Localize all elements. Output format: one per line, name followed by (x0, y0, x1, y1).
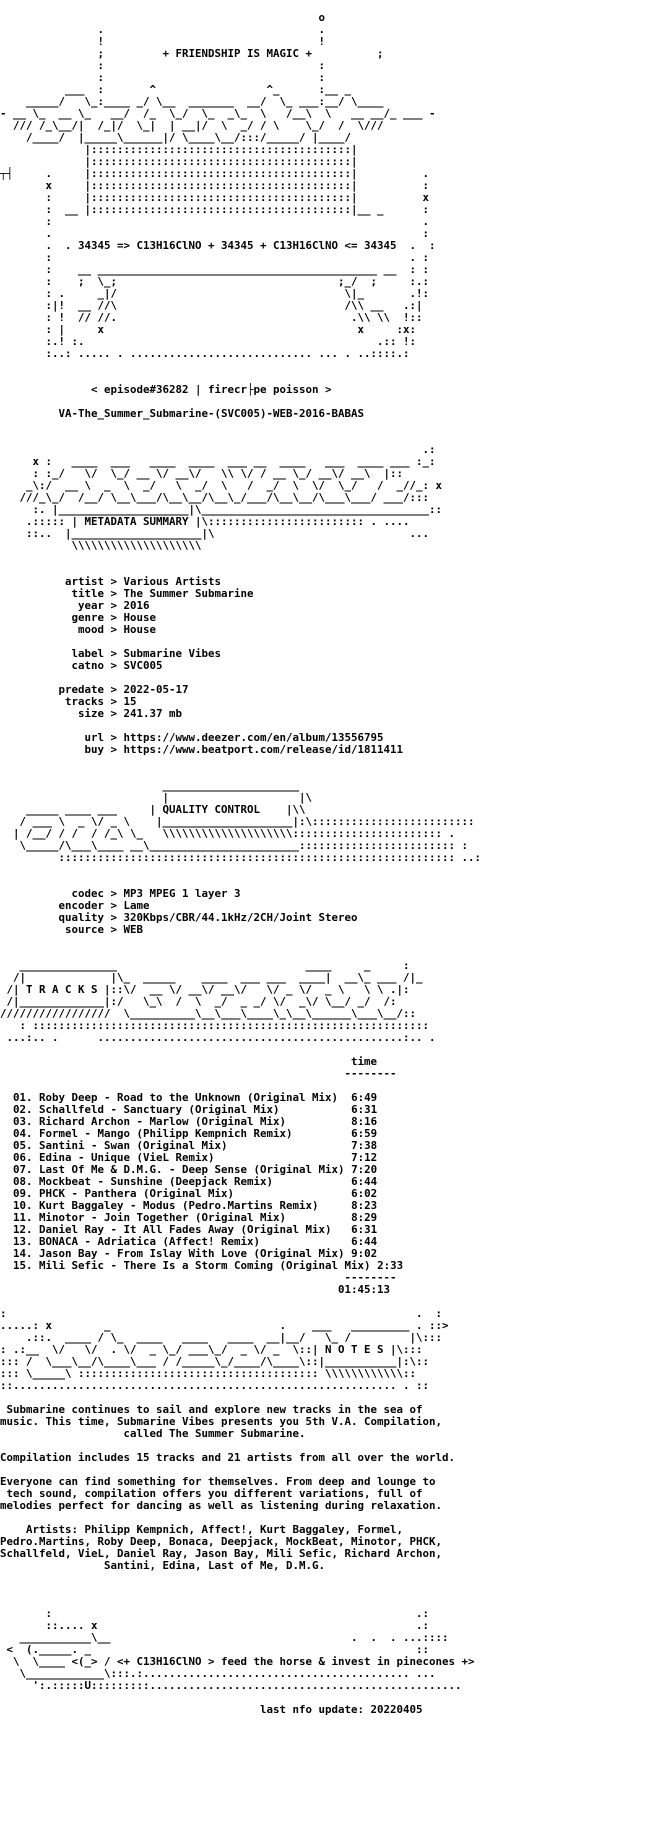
track-number: 15. (13, 1259, 33, 1272)
footer-motto-line: \ \____ <(_> / <+ C13H16ClNO > feed the horse & invest in pinecones +> (0, 1655, 475, 1668)
tracks-heading-line: /| T R A C K S |::\/ __ \/ __\/ __\/ \/ _ \/ _ \ \ \ .|: (0, 983, 417, 996)
art-line: :..: ..... . ............................ ... . ..::::.: (0, 347, 410, 360)
track-number: 10. (13, 1199, 33, 1212)
art-line: _____________________ (0, 779, 300, 792)
metadata-field-year: year > 2016 (0, 599, 150, 612)
notes-text-line (0, 1452, 648, 1464)
notes-text-line (0, 1560, 648, 1572)
track-title: Mockbeat - Sunshine (Deepjack Remix) (39, 1175, 274, 1188)
art-line: /| |\_ _____ ____ ___ ___ ____| __\_ ___ /|_ (0, 971, 430, 984)
art-line: : ::::::::::::::::::::::::::::::::::::::::::::::::::::::::::::: (0, 1019, 436, 1032)
track-time: 9:02 (351, 1247, 378, 1260)
track-time: 6:31 (351, 1223, 378, 1236)
metadata-value-tracks: 15 (123, 695, 137, 708)
tracks-divider: -------- (0, 1067, 397, 1080)
art-line: : __ |::::::::::::::::::::::::::::::::::::::::|__ _ : (0, 203, 430, 216)
art-line: ///_\_/ /__/ \__\___/\__\__/\__\_/___/\__\__/\___\___/ ___/::: (0, 491, 430, 504)
metadata-value-catno: SVC005 (123, 659, 163, 672)
metadata-value-mood: House (123, 623, 157, 636)
track-time: 2:33 (377, 1259, 404, 1272)
track-time: 7:20 (351, 1163, 378, 1176)
metadata-field-title: title > The Summer Submarine (0, 587, 254, 600)
art-line (0, 1572, 648, 1584)
art-line: ...:.. . ...............................................:.. . (0, 1031, 436, 1044)
metadata-value-artist: Various Artists (123, 575, 222, 588)
art-line: ___________\__ . . . ...:::: (0, 1631, 449, 1644)
track-time: 6:59 (351, 1127, 378, 1140)
notes-heading-line: : .:__ \/ \/ . \/ _ \_/ ___\_/ _ \/ _ \::| N O T E S |\::: (0, 1343, 423, 1356)
art-line (0, 420, 648, 432)
track-title: Jason Bay - From Islay With Love (Original Mix) (39, 1247, 345, 1260)
footer-art: < (._____. _ :: (0, 1643, 430, 1656)
track-title: Mili Sefic - There Is a Storm Coming (Original Mix) (39, 1259, 371, 1272)
tagline-line: ; + FRIENDSHIP IS MAGIC + ; (0, 47, 384, 60)
track-number: 07. (13, 1163, 33, 1176)
quality-field-encoder: encoder > Lame (0, 899, 150, 912)
art-line: .::. ____ / \_ ____ ____ ____ __|__/ \_ / |\::: (0, 1331, 443, 1344)
track-time: 8:23 (351, 1199, 378, 1212)
track-time: 7:38 (351, 1139, 378, 1152)
art-line: \\\\\\\\\\\\\\\\\\\\ (0, 539, 202, 552)
art-line: _______________ ____ _ : (0, 959, 410, 972)
art-line: ! ! (0, 35, 326, 48)
metadata-value-buy: https://www.beatport.com/release/id/1811411 (123, 743, 404, 756)
art-line (0, 1584, 648, 1596)
metadata-field-size: size > 241.37 mb (0, 707, 183, 720)
metadata-field-label: label > Submarine Vibes (0, 647, 222, 660)
track-time: 8:16 (351, 1115, 378, 1128)
track-title: Schallfeld - Sanctuary (Original Mix) (39, 1103, 280, 1116)
track-title: Roby Deep - Road to the Unknown (Original Mix) (39, 1091, 339, 1104)
art-line: .: (0, 443, 436, 456)
track-title: Richard Archon - Marlow (Original Mix) (39, 1115, 287, 1128)
notes-text: Artists: Philipp Kempnich, Affect!, Kurt Baggaley, Formel, (26, 1523, 404, 1536)
track-number: 08. (13, 1175, 33, 1188)
notes-text: Schallfeld, VieL, Daniel Ray, Jason Bay, Mili Sefic, Richard Archon, (0, 1547, 443, 1560)
art-line (0, 360, 648, 372)
art-line: ///////////////// \__________\__\___\____\_\__\______\___\__/:: (0, 1007, 423, 1020)
art-line: | |\ (0, 791, 313, 804)
art-line: _\:/ __ \ _ \ _/ \ _/ \ / _/ \ \/ \_/ / _//_: x (0, 479, 443, 492)
tracks-total-line (0, 1284, 648, 1296)
track-time: 7:12 (351, 1151, 378, 1164)
track-title: Last Of Me & D.M.G. - Deep Sense (Original Mix) (39, 1163, 345, 1176)
quality-field-source: source > WEB (0, 923, 144, 936)
track-title: Edina - Unique (VieL Remix) (39, 1151, 215, 1164)
track-number: 13. (13, 1235, 33, 1248)
quality-value-encoder: Lame (123, 899, 150, 912)
formula: 34345 => C13H16ClNO + 34345 + C13H16ClNO <= 34345 (78, 239, 397, 252)
last-update: last nfo update: 20220405 (260, 1703, 423, 1716)
notes-text: melodies perfect for dancing as well as listening during relaxation. (0, 1499, 443, 1512)
art-line: : :_/ \/ \_/ __ \/ __\/ \\ \/ / __ \_/ __\/ __\ |:: (0, 467, 404, 480)
footer-motto: <+ C13H16ClNO > feed the horse & invest in pinecones +> (117, 1655, 475, 1668)
tagline: + FRIENDSHIP IS MAGIC + (162, 47, 313, 60)
notes-text-line (0, 1500, 648, 1512)
art-line: / ___ \ _ \/ _ \ |____________________|:\::::::::::::::::::::::::: (0, 815, 475, 828)
notes-text: called The Summer Submarine. (123, 1427, 306, 1440)
track-title: Kurt Baggaley - Modus (Pedro.Martins Remix) (39, 1199, 319, 1212)
track-time: 6:44 (351, 1175, 378, 1188)
track-title: Formel - Mango (Philipp Kempnich Remix) (39, 1127, 293, 1140)
quality-heading-line: _____ ____ ___ | QUALITY CONTROL |\\ (0, 803, 306, 816)
art-line: :|! __ //\ /\\ __ .:| (0, 299, 423, 312)
art-line: - __ \_ __ \_ __/ /_ \_/ \_ _\_ \ /__\ \ __ __/_ ___ - (0, 107, 436, 120)
art-line: : ! // //. .\\ \\ !:: (0, 311, 423, 324)
quality-value-quality: 320Kbps/CBR/44.1kHz/2CH/Joint Stereo (123, 911, 358, 924)
art-line: : | x x :x: (0, 323, 417, 336)
art-line: ::: \_____\ ::::::::::::::::::::::::::::::::::::: \\\\\\\\\\\\:: (0, 1367, 417, 1380)
release-name-line (0, 408, 648, 420)
notes-text: Santini, Edina, Last of Me, D.M.G. (104, 1559, 326, 1572)
tracks-heading: T R A C K S (26, 983, 98, 996)
tracks-time-header: time (351, 1055, 378, 1068)
art-line: _____/ \_:____ _/ \__ _______ __/ \_ ___:__/ \____ (0, 95, 384, 108)
art-line: ::........................................................... . :: (0, 1379, 430, 1392)
art-line: : |::::::::::::::::::::::::::::::::::::::::| x (0, 191, 430, 204)
art-line: |::::::::::::::::::::::::::::::::::::::::| (0, 155, 358, 168)
metadata-value-year: 2016 (123, 599, 150, 612)
art-line: o (0, 11, 326, 24)
art-line: . : (0, 227, 430, 240)
art-line: /____/ |_____\______|/ \____\__/:::/_____/ |____/ (0, 131, 352, 144)
art-line: : __ ___________________________________________ __ : : (0, 263, 430, 276)
track-title: PHCK - Panthera (Original Mix) (39, 1187, 235, 1200)
notes-text: Everyone can find something for themselves. From deep and lounge to (0, 1475, 436, 1488)
track-number: 04. (13, 1127, 33, 1140)
metadata-value-title: The Summer Submarine (123, 587, 254, 600)
art-line (0, 552, 648, 564)
track-title: Daniel Ray - It All Fades Away (Original Mix) (39, 1223, 332, 1236)
metadata-field-tracks: tracks > 15 (0, 695, 137, 708)
metadata-heading: METADATA SUMMARY (84, 515, 189, 528)
metadata-value-label: Submarine Vibes (123, 647, 222, 660)
metadata-value-genre: House (123, 611, 157, 624)
quality-value-codec: MP3 MPEG 1 layer 3 (123, 887, 241, 900)
art-line: ::.... x .: (0, 1619, 430, 1632)
track-title: Santini - Swan (Original Mix) (39, 1139, 228, 1152)
art-line: .....: x _ . ___ _________ . ::> (0, 1319, 449, 1332)
track-title: BONACA - Adriatica (Affect! Remix) (39, 1235, 261, 1248)
art-line: : . : (0, 251, 430, 264)
track-number: 09. (13, 1187, 33, 1200)
art-line: :.! :. .:: !: (0, 335, 417, 348)
quality-field-quality: quality > 320Kbps/CBR/44.1kHz/2CH/Joint Stereo (0, 911, 358, 924)
art-line: . . (0, 23, 326, 36)
notes-text: tech sound, compilation offers you different variations, full of (6, 1487, 423, 1500)
quality-value-source: WEB (123, 923, 144, 936)
formula-line: . . 34345 => C13H16ClNO + 34345 + C13H16ClNO <= 34345 . : (0, 239, 436, 252)
quality-heading: QUALITY CONTROL (162, 803, 261, 816)
track-time: 6:44 (351, 1235, 378, 1248)
quality-field-codec: codec > MP3 MPEG 1 layer 3 (0, 887, 241, 900)
metadata-field-mood: mood > House (0, 623, 157, 636)
notes-heading: N O T E S (325, 1343, 384, 1356)
episode-label: < episode#36282 | firecr├pe poisson > (91, 383, 332, 396)
metadata-field-genre: genre > House (0, 611, 157, 624)
art-line: ::.. |____________________|\ ... (0, 527, 430, 540)
notes-text: Pedro.Martins, Roby Deep, Bonaca, Deepjack, MockBeat, Minotor, PHCK, (0, 1535, 443, 1548)
art-line: : . (0, 215, 430, 228)
metadata-field-catno: catno > SVC005 (0, 659, 163, 672)
notes-text-line (0, 1428, 648, 1440)
release-name: VA-The_Summer_Submarine-(SVC005)-WEB-2016-BABAS (58, 407, 365, 420)
art-line (0, 864, 648, 876)
metadata-value-predate: 2022-05-17 (123, 683, 189, 696)
art-line: /// /_\__/| /_|/ \_| | __|/ \ _/ / \ \_/ / \/// (0, 119, 384, 132)
track-title: Minotor - Join Together (Original Mix) (39, 1211, 287, 1224)
track-number: 12. (13, 1223, 33, 1236)
art-line: : : (0, 59, 326, 72)
art-line: : . : (0, 1307, 443, 1320)
art-line: ┬┤ . |::::::::::::::::::::::::::::::::::::::::| . (0, 167, 430, 180)
art-line: | /__/ / / / /_\ \_ \\\\\\\\\\\\\\\\\\\\::::::::::::::::::::::: . (0, 827, 456, 840)
track-time: 6:49 (351, 1091, 378, 1104)
metadata-value-size: 241.37 mb (123, 707, 183, 720)
art-line: ::::::::::::::::::::::::::::::::::::::::::::::::::::::::::::: ..: (0, 851, 482, 864)
art-line: x |::::::::::::::::::::::::::::::::::::::::| : (0, 179, 430, 192)
art-line: \____________\:::.:......................................... ... (0, 1667, 436, 1680)
last-update-line (0, 1704, 648, 1716)
art-line (0, 756, 648, 768)
track-time: 6:31 (351, 1103, 378, 1116)
track-number: 11. (13, 1211, 33, 1224)
art-line (0, 936, 648, 948)
metadata-value-url: https://www.deezer.com/en/album/13556795 (123, 731, 384, 744)
art-line: : : (0, 71, 326, 84)
art-line: : .: (0, 1607, 430, 1620)
tracks-total-time: 01:45:13 (338, 1283, 391, 1296)
art-line: ':.:::::U:::::::::................................................ (0, 1679, 462, 1692)
art-line: : ; \_; ;_/ ; :.: (0, 275, 430, 288)
art-line: x : ____ ___ ____ ____ ___ __ ____ ___ ____ ___ :_: (0, 455, 436, 468)
track-time: 8:29 (351, 1211, 378, 1224)
metadata-field-artist: artist > Various Artists (0, 575, 222, 588)
notes-text: Compilation includes 15 tracks and 21 artists from all over the world. (0, 1451, 456, 1464)
track-number: 06. (13, 1151, 33, 1164)
metadata-field-url: url > https://www.deezer.com/en/album/13556795 (0, 731, 384, 744)
art-line: ::: / \___\__/\____\___ / /_____\_/____/\____\::|___________|:\:: (0, 1355, 430, 1368)
art-line: |::::::::::::::::::::::::::::::::::::::::| (0, 143, 358, 156)
track-number: 01. (13, 1091, 33, 1104)
track-number: 05. (13, 1139, 33, 1152)
metadata-field-predate: predate > 2022-05-17 (0, 683, 189, 696)
track-number: 14. (13, 1247, 33, 1260)
art-line: :. |____________________|\___________________________________:: (0, 503, 443, 516)
metadata-heading-line: .::::: | METADATA SUMMARY |\:::::::::::::::::::::::: . .... (0, 515, 410, 528)
art-line: /|_____________|:/ \_\ / \ _/ _ _/ \/ _\/ \__/ _/ /: (0, 995, 410, 1008)
metadata-field-buy: buy > https://www.beatport.com/release/id/1811411 (0, 743, 404, 756)
notes-text: music. This time, Submarine Vibes presents you 5th V.A. Compilation, (0, 1415, 443, 1428)
art-line: ___ : ^ ^_ :__ _ (0, 83, 352, 96)
art-line: \_____/\___\____ __\_______________________:::::::::::::::::::::::: : (0, 839, 469, 852)
notes-text: Submarine continues to sail and explore new tracks in the sea of (6, 1403, 423, 1416)
track-number: 03. (13, 1115, 33, 1128)
episode-label-line (0, 384, 648, 396)
track-number: 02. (13, 1103, 33, 1116)
art-line: : . _|/ \|_ .!: (0, 287, 430, 300)
tracks-divider-bottom: -------- (0, 1271, 397, 1284)
track-time: 6:02 (351, 1187, 378, 1200)
